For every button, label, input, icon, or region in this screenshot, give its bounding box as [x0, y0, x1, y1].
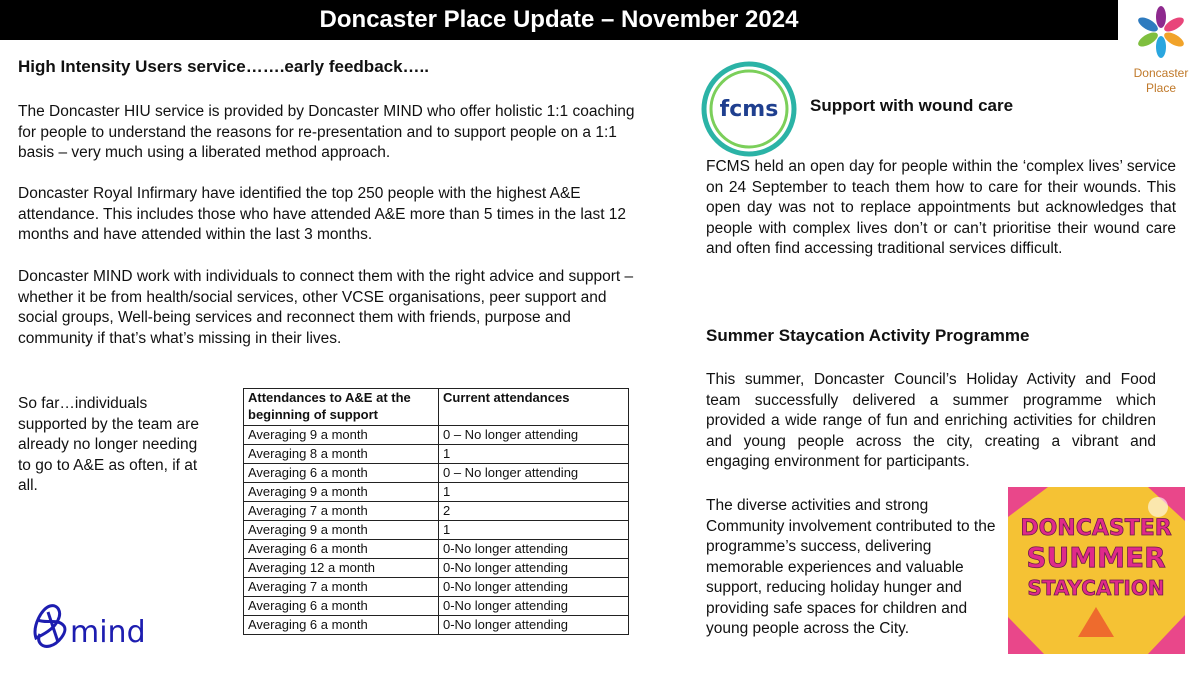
fcms-wordmark: fcms: [719, 97, 779, 122]
flower-icon: [1122, 0, 1200, 66]
start-attendance-cell: Averaging 7 a month: [244, 502, 439, 521]
start-attendance-cell: Averaging 12 a month: [244, 559, 439, 578]
summer-paragraph-1: This summer, Doncaster Council’s Holiday Activity and Food team successfully delivered a summer programme which provided a wide range of fun and enriching activities for children and young people across the city, creating a vibrant and engaging environment for participants.: [706, 371, 1156, 470]
summer-paragraph-2: The diverse activities and strong Community involvement contributed to the programme’s success, delivering memorable experiences and valuable support, reducing holiday hunger and providing safe spaces for children and young people across the City.: [706, 497, 996, 637]
wound-heading: Support with wound care: [810, 96, 1014, 115]
start-attendance-cell: Averaging 9 a month: [244, 521, 439, 540]
hiu-paragraph-3: Doncaster MIND work with individuals to connect them with the right advice and support – whether it be from health/social services, other VCSE organisations, peer support and social groups, Well-being services and reconnect them with friends, purpose and community if that’s what’s missing in their lives.: [18, 268, 634, 347]
table-header-start: Attendances to A&E at the beginning of support: [244, 389, 439, 426]
start-attendance-cell: Averaging 6 a month: [244, 616, 439, 635]
current-attendance-cell: 0-No longer attending: [439, 597, 629, 616]
table-row: [244, 445, 629, 464]
hiu-paragraph-1: The Doncaster HIU service is provided by Doncaster MIND who offer holistic 1:1 coaching for people to understand the reasons for re-presentation and to support people on a 1:1 basis – very much using a liberated method approach.: [18, 103, 635, 161]
table-row: [244, 616, 629, 635]
start-attendance-cell: Averaging 6 a month: [244, 464, 439, 483]
current-attendance-cell: 0 – No longer attending: [439, 464, 629, 483]
current-attendance-cell: 2: [439, 502, 629, 521]
attendance-table: [243, 388, 629, 635]
table-row: [244, 597, 629, 616]
current-attendance-cell: 0 – No longer attending: [439, 426, 629, 445]
wound-body: FCMS held an open day for people within the ‘complex lives’ service on 24 September to teach them how to care for their wounds. This open day was not to replace appointments but acknowledges that people with complex lives don’t or can’t prioritise their wound care and often find accessing traditional services difficult.: [706, 158, 1176, 257]
mind-logo: [28, 598, 158, 654]
mind-wordmark: mind: [70, 615, 146, 650]
staycation-poster: [1008, 487, 1185, 654]
fcms-logo: [700, 60, 798, 158]
table-header-row: [244, 389, 629, 426]
current-attendance-cell: 0-No longer attending: [439, 616, 629, 635]
sofar-text: So far…individuals supported by the team are already no longer needing to go to A&E as often, if at all.: [18, 395, 199, 494]
summer-heading: Summer Staycation Activity Programme: [706, 326, 1030, 345]
table-header-current: Current attendances: [439, 389, 629, 426]
current-attendance-cell: 1: [439, 445, 629, 464]
hiu-heading: High Intensity Users service…….early feedback…..: [18, 57, 430, 76]
poster-line-1: DONCASTER: [1020, 516, 1172, 541]
table-row: [244, 540, 629, 559]
start-attendance-cell: Averaging 6 a month: [244, 540, 439, 559]
doncaster-place-caption: Doncaster Place: [1133, 66, 1189, 95]
start-attendance-cell: Averaging 6 a month: [244, 597, 439, 616]
table-row: [244, 464, 629, 483]
current-attendance-cell: 0-No longer attending: [439, 559, 629, 578]
doncaster-place-logo: [1122, 0, 1200, 100]
table-row: [244, 578, 629, 597]
table-row: [244, 483, 629, 502]
start-attendance-cell: Averaging 9 a month: [244, 483, 439, 502]
table-row: [244, 426, 629, 445]
start-attendance-cell: Averaging 7 a month: [244, 578, 439, 597]
page-title: Doncaster Place Update – November 2024: [0, 0, 1118, 40]
start-attendance-cell: Averaging 9 a month: [244, 426, 439, 445]
table-row: [244, 502, 629, 521]
hiu-paragraph-2: Doncaster Royal Infirmary have identified the top 250 people with the highest A&E attendance. This includes those who have attended A&E more than 5 times in the last 12 months and have attended within the last 3 months.: [18, 185, 627, 243]
table-row: [244, 559, 629, 578]
current-attendance-cell: 0-No longer attending: [439, 578, 629, 597]
poster-line-2: SUMMER: [1026, 541, 1166, 574]
current-attendance-cell: 0-No longer attending: [439, 540, 629, 559]
table-row: [244, 521, 629, 540]
start-attendance-cell: Averaging 8 a month: [244, 445, 439, 464]
poster-line-3: STAYCATION: [1027, 576, 1165, 600]
current-attendance-cell: 1: [439, 483, 629, 502]
current-attendance-cell: 1: [439, 521, 629, 540]
